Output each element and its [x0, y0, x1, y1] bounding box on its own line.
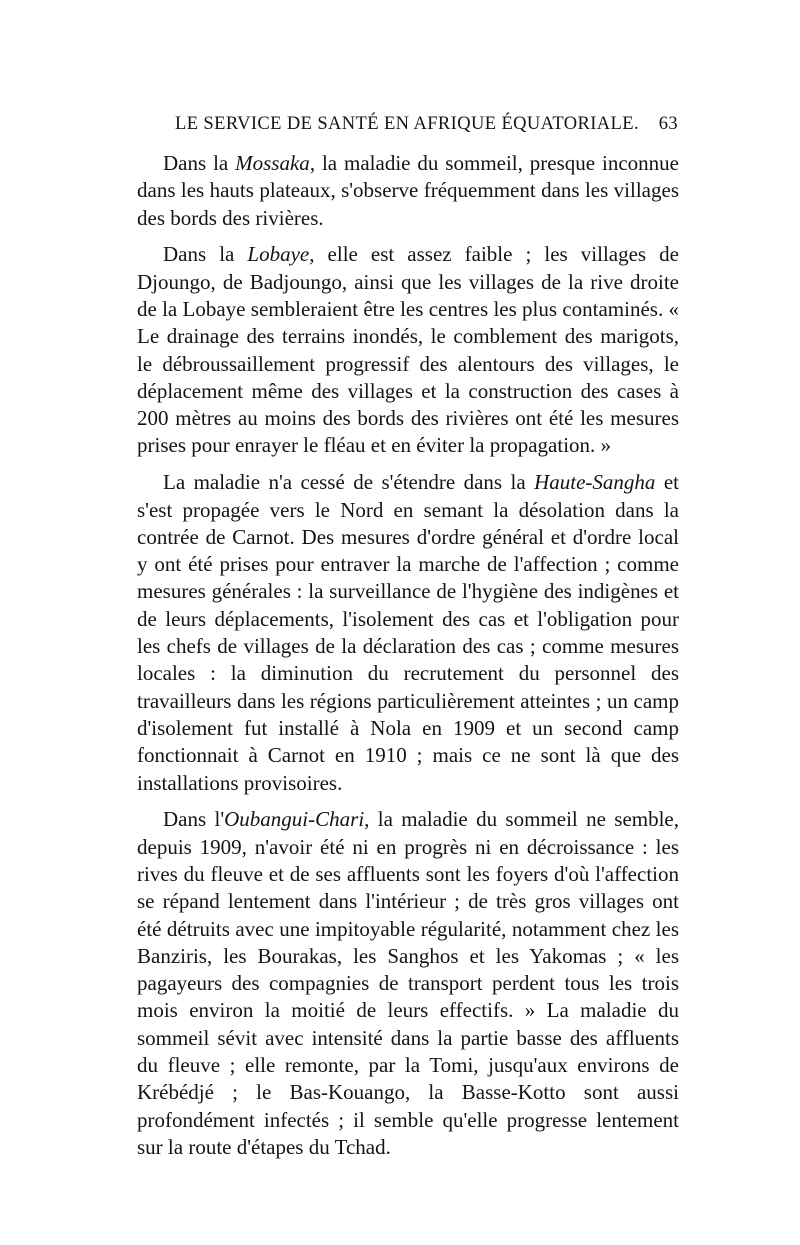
- text-run: Dans la: [163, 242, 248, 267]
- text-run: La maladie n'a cessé de s'étendre dans la: [163, 470, 535, 495]
- page-number: 63: [658, 114, 678, 134]
- text-run: , la maladie du sommeil, presque inconnue dans les hauts plateaux, s'observe fréquemment dans les villages des bords des rivières.: [137, 151, 679, 230]
- text-run: elle est assez faible ; les villages de Djoungo, de Badjoungo, ainsi que les villages de la rive droite de la Lobaye sembleraient être les centres les plus contaminés. « Le drainage des terrains inondés, le comblement des marigots, le débroussaillement progressif des alentours des villages, le déplacement même des villages et la construction des cases à 200 mètres au moins des bords des rivières ont été les mesures prises pour enrayer le fléau et en éviter la propagation. »: [137, 242, 679, 458]
- paragraph: [137, 150, 679, 232]
- running-title: LE SERVICE DE SANTÉ EN AFRIQUE ÉQUATORIALE.: [175, 114, 639, 134]
- text-run: et s'est propagée vers le Nord en semant la désolation dans la contrée de Carnot. Des mesures d'ordre général et d'ordre local y ont été prises pour entraver la marche de l'affection ; comme mesures générales : la surveillance de l'hygiène des indigènes et de leurs déplacements, l'isolement des cas et l'obligation pour les chefs de villages de la déclaration des cas ; comme mesures locales : la diminution du recrutement du personnel des travailleurs dans les régions particulièrement atteintes ; un camp d'isolement fut installé à Nola en 1909 et un second camp fonctionnait à Carnot en 1910 ; mais ce ne sont là que des installations provisoires.: [137, 470, 679, 795]
- paragraph: [137, 806, 679, 1161]
- text-run: Dans l': [163, 807, 225, 832]
- place-name: Oubangui-Chari,: [224, 807, 370, 832]
- body-text: [137, 150, 679, 1171]
- running-header: [175, 114, 678, 135]
- text-run: Dans la: [163, 151, 236, 175]
- paragraph: [137, 241, 679, 459]
- paragraph: [137, 469, 679, 797]
- place-name: Mossaka: [235, 151, 310, 175]
- place-name: Lobaye,: [247, 242, 315, 267]
- place-name: Haute-Sangha: [534, 470, 656, 495]
- text-run: la maladie du sommeil ne semble, depuis 1909, n'avoir été ni en progrès ni en décroissance : les rives du fleuve et de ses affluents sont les foyers d'où l'affection se répand lentement dans l'intérieur ; de très gros villages ont été détruits avec une impitoyable régularité, notamment chez les Banziris, les Bourakas, les Sanghos et les Yakomas ; « les pagayeurs des compagnies de transport perdent tous les trois mois environ la moitié de leurs effectifs. » La maladie du sommeil sévit avec intensité dans la partie basse des affluents du fleuve ; elle remonte, par la Tomi, jusqu'aux environs de Krébédjé ; le Bas-Kouango, la Basse-Kotto sont aussi profondément infectés ; il semble qu'elle progresse lentement sur la route d'étapes du Tchad.: [137, 807, 680, 1159]
